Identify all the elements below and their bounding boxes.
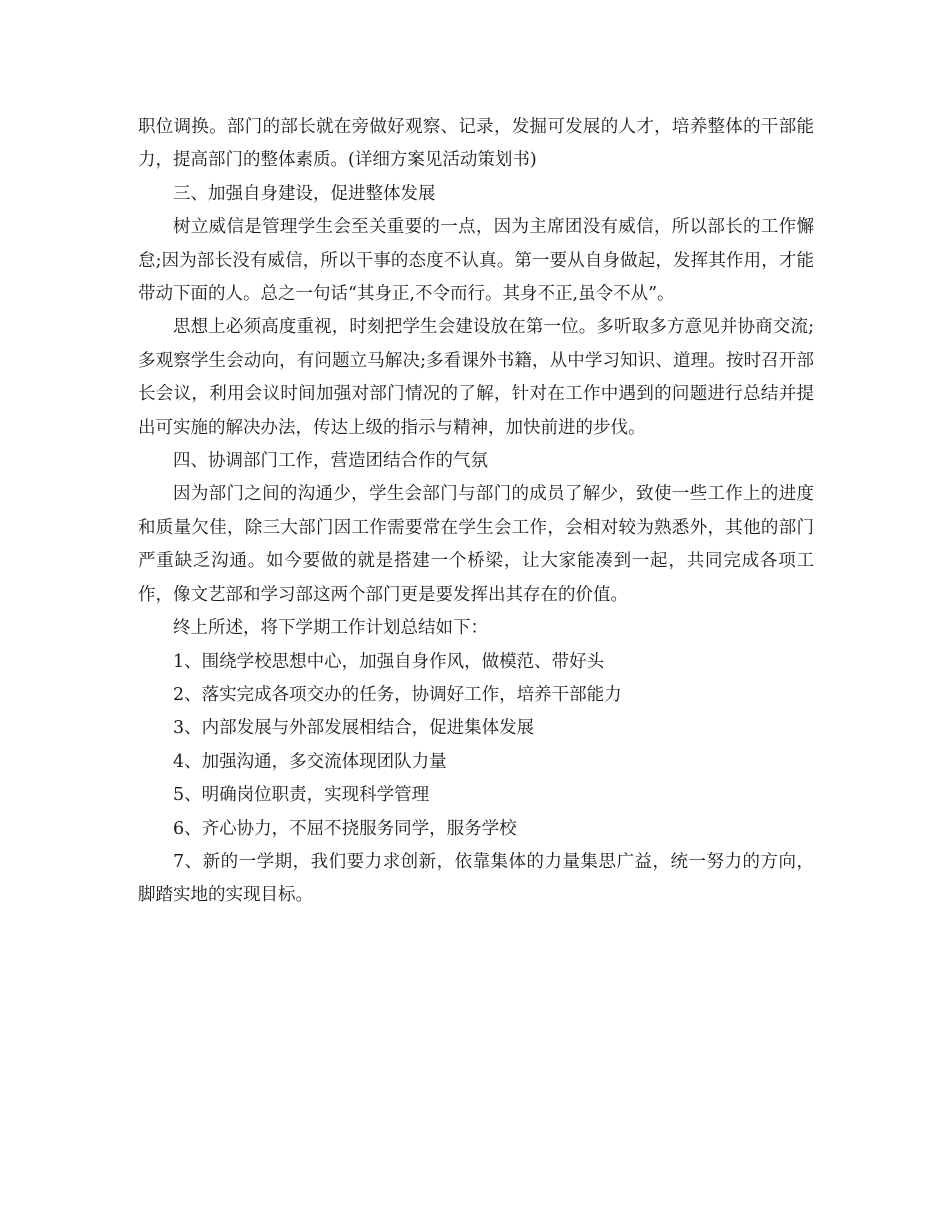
summary-intro: 终上所述，将下学期工作计划总结如下： bbox=[173, 618, 488, 639]
document-body bbox=[138, 111, 814, 913]
section-heading-3: 三、加强自身建设，促进整体发展 bbox=[173, 183, 436, 204]
paragraph-continuation: 职位调换。部门的部长就在旁做好观察、记录，发掘可发展的人才，培养整体的干部能力，提高部门的整体素质。(详细方案见活动策划书) bbox=[138, 117, 814, 171]
list-item-6: 6、齐心协力，不屈不挠服务同学，服务学校 bbox=[173, 818, 517, 839]
list-item-1: 1、围绕学校思想中心，加强自身作风，做模范、带好头 bbox=[173, 651, 605, 672]
paragraph-authority: 树立威信是管理学生会至关重要的一点，因为主席团没有威信，所以部长的工作懈怠;因为部长没有威信，所以干事的态度不认真。第一要从自身做起，发挥其作用，才能带动下面的人。总之一句话“其身正,不令而行。其身不正,虽令不从”。 bbox=[138, 217, 814, 305]
list-item-7: 7、新的一学期，我们要力求创新，依靠集体的力量集思广益，统一努力的方向，脚踏实地的实现目标。 bbox=[138, 851, 814, 906]
paragraph-thinking: 思想上必须高度重视，时刻把学生会建设放在第一位。多听取多方意见并协商交流;多观察学生会动向，有问题立马解决;多看课外书籍，从中学习知识、道理。按时召开部长会议，利用会议时间加强对部门情况的了解，针对在工作中遇到的问题进行总结并提出可实施的解决办法，传达上级的指示与精神，加快前进的步伐。 bbox=[138, 317, 814, 438]
paragraph-communication: 因为部门之间的沟通少，学生会部门与部门的成员了解少，致使一些工作上的进度和质量欠佳，除三大部门因工作需要常在学生会工作，会相对较为熟悉外，其他的部门严重缺乏沟通。如今要做的就是搭建一个桥梁，让大家能凑到一起，共同完成各项工作，像文艺部和学习部这两个部门更是要发挥出其存在的价值。 bbox=[138, 484, 814, 605]
section-heading-4: 四、协调部门工作，营造团结合作的气氛 bbox=[173, 451, 488, 472]
list-item-2: 2、落实完成各项交办的任务，协调好工作，培养干部能力 bbox=[173, 684, 622, 705]
list-item-3: 3、内部发展与外部发展相结合，促进集体发展 bbox=[173, 718, 535, 739]
list-item-5: 5、明确岗位职责，实现科学管理 bbox=[173, 785, 430, 806]
list-item-4: 4、加强沟通，多交流体现团队力量 bbox=[173, 751, 447, 772]
